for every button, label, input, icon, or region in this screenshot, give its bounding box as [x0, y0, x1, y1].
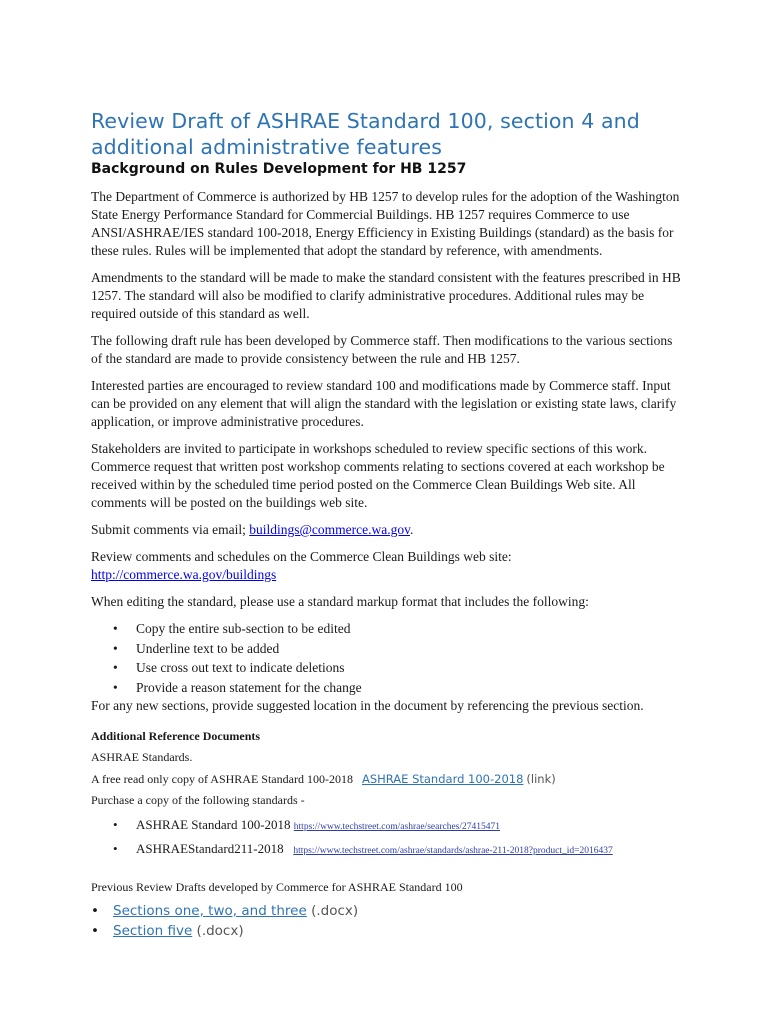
list-item: • Provide a reason statement for the change [91, 678, 681, 698]
submit-suffix: . [410, 522, 414, 537]
ashrae-standards-label: ASHRAE Standards. [91, 750, 193, 764]
references-heading: Additional Reference Documents [91, 729, 261, 743]
purchase-list [91, 814, 681, 862]
techstreet-100-link[interactable]: https://www.techstreet.com/ashrae/searches/27415471 [293, 822, 501, 832]
markup-intro: When editing the standard, please use a standard markup format that includes the following: [91, 594, 589, 609]
list-item: • ASHRAEStandard211-2018 https://www.techstreet.com/ashrae/standards/ashrae-211-2018?product_id=2016437 [91, 838, 681, 862]
bullet-icon: • [113, 621, 118, 636]
page-title: Review Draft of ASHRAE Standard 100, section 4 and additional administrative features [91, 109, 640, 159]
paragraph-draft-rule: The following draft rule has been developed by Commerce staff. Then modifications to the various sections of the standard are made to provide consistency between the rule and HB 1257. [91, 333, 673, 366]
new-sections-note: For any new sections, provide suggested location in the document by referencing the previous section. [91, 698, 644, 713]
bullet-icon: • [113, 660, 118, 675]
bullet-icon: • [113, 679, 118, 695]
review-text: Review comments and schedules on the Commerce Clean Buildings web site: [91, 549, 512, 564]
list-item: • Sections one, two, and three (.docx) [91, 903, 359, 919]
list-item: • ASHRAE Standard 100-2018 https://www.techstreet.com/ashrae/searches/27415471 [91, 814, 681, 838]
techstreet-211-link[interactable]: https://www.techstreet.com/ashrae/standards/ashrae-211-2018?product_id=2016437 [293, 846, 613, 856]
bullet-icon: • [91, 903, 99, 919]
section-heading: Background on Rules Development for HB 1257 [91, 161, 467, 177]
link-suffix: (link) [526, 772, 556, 786]
bullet-icon: • [91, 923, 99, 939]
list-item: • Section five (.docx) [91, 923, 244, 939]
bullet-icon: • [113, 817, 118, 832]
buildings-website-link[interactable]: http://commerce.wa.gov/buildings [91, 567, 277, 582]
ashrae-100-free-link[interactable]: ASHRAE Standard 100-2018 [361, 772, 524, 786]
free-copy-line: A free read only copy of ASHRAE Standard 100-2018 ASHRAE Standard 100-2018 (link) [91, 772, 556, 786]
submit-comments [91, 521, 681, 539]
paragraph-stakeholders: Stakeholders are invited to participate in workshops scheduled to review specific sections of this work. Commerce request that written post workshop comments relating to sections covered at each workshop be received within by the scheduled time period posted on the Commerce Clean Buildings Web site. All comments will be posted on the buildings web site. [91, 441, 665, 510]
submit-prefix: Submit comments via email; [91, 522, 250, 537]
previous-drafts-label: Previous Review Drafts developed by Commerce for ASHRAE Standard 100 [91, 880, 463, 894]
paragraph-interested-parties: Interested parties are encouraged to review standard 100 and modifications made by Commerce staff. Input can be provided on any element that will align the standard with the legislation or existing state laws, clarify application, or improve administrative procedures. [91, 378, 677, 429]
bullet-icon: • [113, 640, 118, 656]
review-comments [91, 548, 681, 584]
previous-drafts-list [91, 901, 681, 941]
paragraph-authority: The Department of Commerce is authorized by HB 1257 to develop rules for the adoption of the Washington State Energy Performance Standard for Commercial Buildings. HB 1257 requires Commerce to use ANSI/ASHRAE/IES standard 100-2018, Energy Efficiency in Existing Buildings (standard) as the basis for these rules. Rules will be implemented that adopt the standard by reference, with amendments. [91, 189, 680, 258]
markup-list [91, 619, 681, 697]
bullet-icon: • [113, 841, 118, 856]
list-item: • Use cross out text to indicate deletions [91, 658, 681, 678]
list-item: • Underline text to be added [91, 639, 681, 659]
email-link[interactable]: buildings@commerce.wa.gov [249, 522, 411, 537]
draft-section-5-link[interactable]: Section five [113, 923, 193, 939]
list-item: • Copy the entire sub-section to be edited [91, 619, 681, 639]
document-page [91, 108, 681, 941]
paragraph-amendments: Amendments to the standard will be made to make the standard consistent with the features prescribed in HB 1257. The standard will also be modified to clarify administrative procedures. Additional rules may be required outside of this standard as well. [91, 270, 681, 321]
draft-sections-1-3-link[interactable]: Sections one, two, and three [113, 903, 307, 919]
purchase-line: Purchase a copy of the following standards - [91, 793, 305, 807]
